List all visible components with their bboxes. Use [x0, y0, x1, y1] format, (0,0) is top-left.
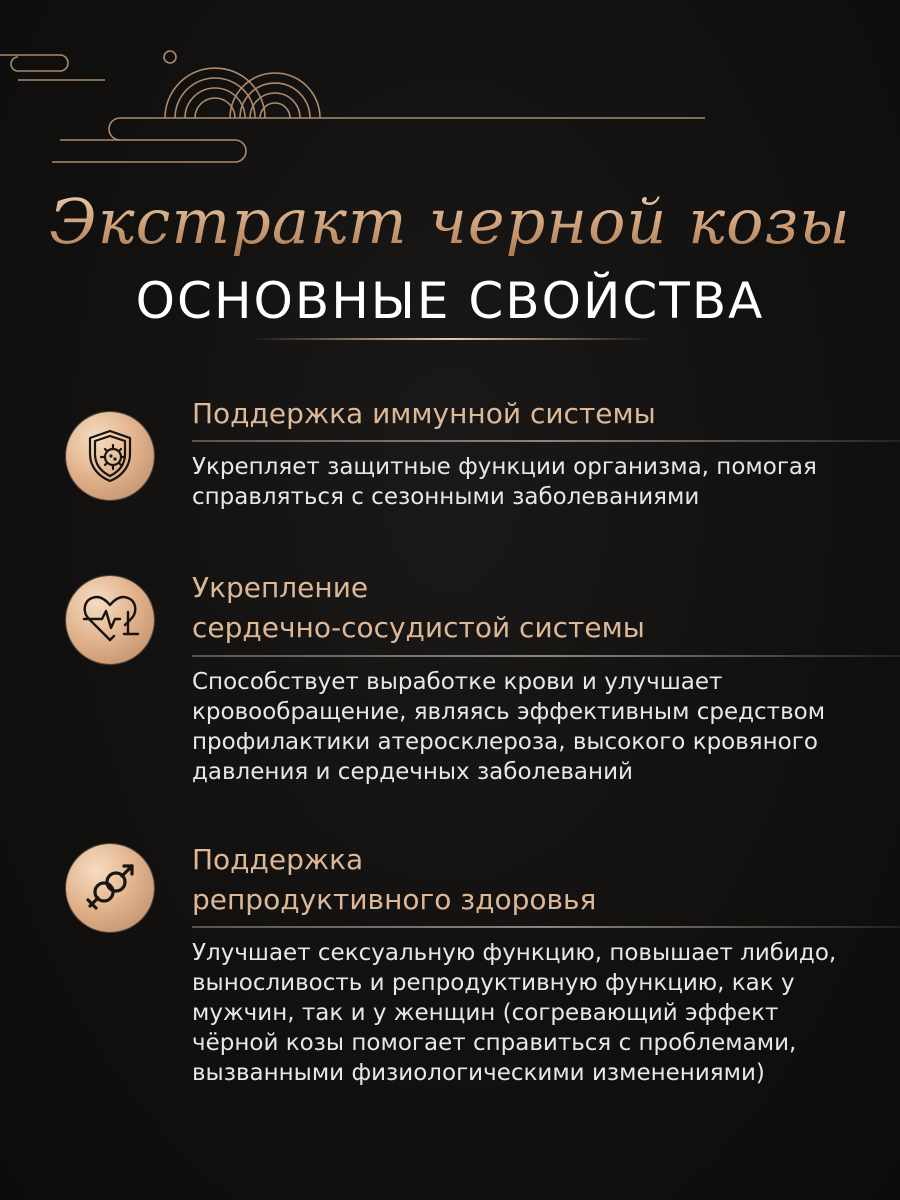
description-line: кровообращение, являясь эффективным средством: [192, 699, 826, 725]
feature-divider: [192, 655, 900, 657]
description-line: мужчин, так и у женщин (согревающий эффект: [192, 1000, 779, 1026]
feature-title-line: репродуктивного здоровья: [192, 883, 597, 916]
description-line: профилактики атеросклероза, высокого кровяного: [192, 729, 818, 755]
feature-title-line: Поддержка иммунной системы: [192, 397, 656, 430]
immune-badge: [66, 412, 154, 500]
immune-shield-icon: [80, 426, 140, 486]
feature-description: [192, 938, 872, 1088]
feature-title: [192, 394, 882, 434]
gender-symbols-icon: [80, 858, 140, 918]
feature-title-line: Поддержка: [192, 843, 364, 876]
description-line: Улучшает сексуальную функцию, повышает либидо,: [192, 940, 837, 966]
feature-title-line: сердечно-сосудистой системы: [192, 611, 645, 644]
description-line: Способствует выработке крови и улучшает: [192, 669, 723, 695]
feature-divider: [192, 926, 900, 928]
feature-title: [192, 840, 882, 920]
feature-divider: [192, 440, 900, 442]
title-divider: [250, 338, 650, 340]
description-line: чёрной козы помогает справиться с проблемами,: [192, 1030, 797, 1056]
script-title: Экстракт черной козы: [0, 185, 900, 258]
feature-title: [192, 568, 882, 648]
description-line: Укрепляет защитные функции организма, помогая: [192, 454, 817, 480]
feature-description: [192, 452, 872, 512]
feature-description: [192, 667, 872, 787]
page-title: ОСНОВНЫЕ СВОЙСТВА: [135, 272, 765, 330]
description-line: выносливость и репродуктивную функцию, как у: [192, 970, 795, 996]
heart-pulse-icon: [80, 590, 140, 650]
description-line: справляться с сезонными заболеваниями: [192, 484, 700, 510]
feature-title-line: Укрепление: [192, 571, 369, 604]
reproductive-badge: [66, 844, 154, 932]
cloud-ornament-icon: [0, 0, 900, 170]
description-line: давления и сердечных заболеваний: [192, 759, 633, 785]
cardio-badge: [66, 576, 154, 664]
description-line: вызванными физиологическими изменениями): [192, 1060, 765, 1086]
